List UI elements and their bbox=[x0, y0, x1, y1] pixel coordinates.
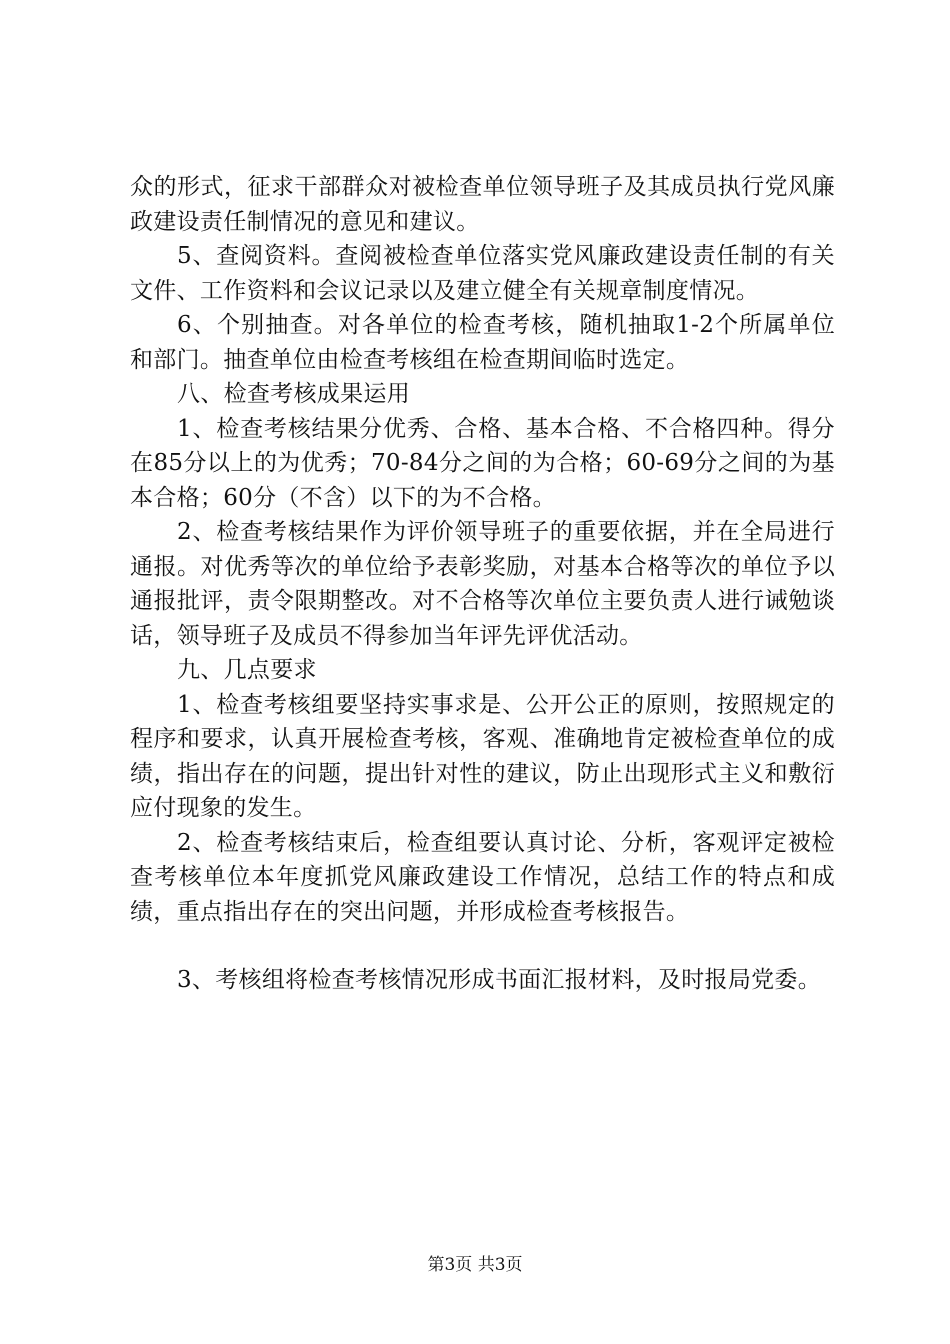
paragraph-item-6: 6、个别抽查。对各单位的检查考核，随机抽取1-2个所属单位和部门。抽查单位由检查考核组在检查期间临时选定。 bbox=[130, 312, 835, 373]
paragraph-requirement-3: 3、考核组将检查考核情况形成书面汇报材料，及时报局党委。 bbox=[177, 967, 822, 993]
section-heading-9: 九、几点要求 bbox=[177, 657, 317, 683]
document-body bbox=[130, 170, 835, 998]
section-heading-8: 八、检查考核成果运用 bbox=[177, 381, 410, 407]
paragraph-continuation: 众的形式，征求干部群众对被检查单位领导班子及其成员执行党风廉政建设责任制情况的意见和建议。 bbox=[130, 174, 835, 235]
paragraph-requirement-2: 2、检查考核结束后，检查组要认真讨论、分析，客观评定被检查考核单位本年度抓党风廉政建设工作情况，总结工作的特点和成绩，重点指出存在的突出问题，并形成检查考核报告。 bbox=[130, 829, 835, 925]
paragraph-result-1: 1、检查考核结果分优秀、合格、基本合格、不合格四种。得分在85分以上的为优秀；70-84分之间的为合格；60-69分之间的为基本合格；60分（不含）以下的为不合格。 bbox=[130, 415, 835, 511]
paragraph-requirement-1: 1、检查考核组要坚持实事求是、公开公正的原则，按照规定的程序和要求，认真开展检查考核，客观、准确地肯定被检查单位的成绩，指出存在的问题，提出针对性的建议，防止出现形式主义和敷衍应付现象的发生。 bbox=[130, 691, 835, 821]
paragraph-result-2: 2、检查考核结果作为评价领导班子的重要依据，并在全局进行通报。对优秀等次的单位给予表彰奖励，对基本合格等次的单位予以通报批评，责令限期整改。对不合格等次单位主要负责人进行诫勉谈话，领导班子及成员不得参加当年评先评优活动。 bbox=[130, 519, 835, 649]
paragraph-item-5: 5、查阅资料。查阅被检查单位落实党风廉政建设责任制的有关文件、工作资料和会议记录以及建立健全有关规章制度情况。 bbox=[130, 243, 835, 304]
page-number-footer: 第3页 共3页 bbox=[427, 1255, 523, 1275]
